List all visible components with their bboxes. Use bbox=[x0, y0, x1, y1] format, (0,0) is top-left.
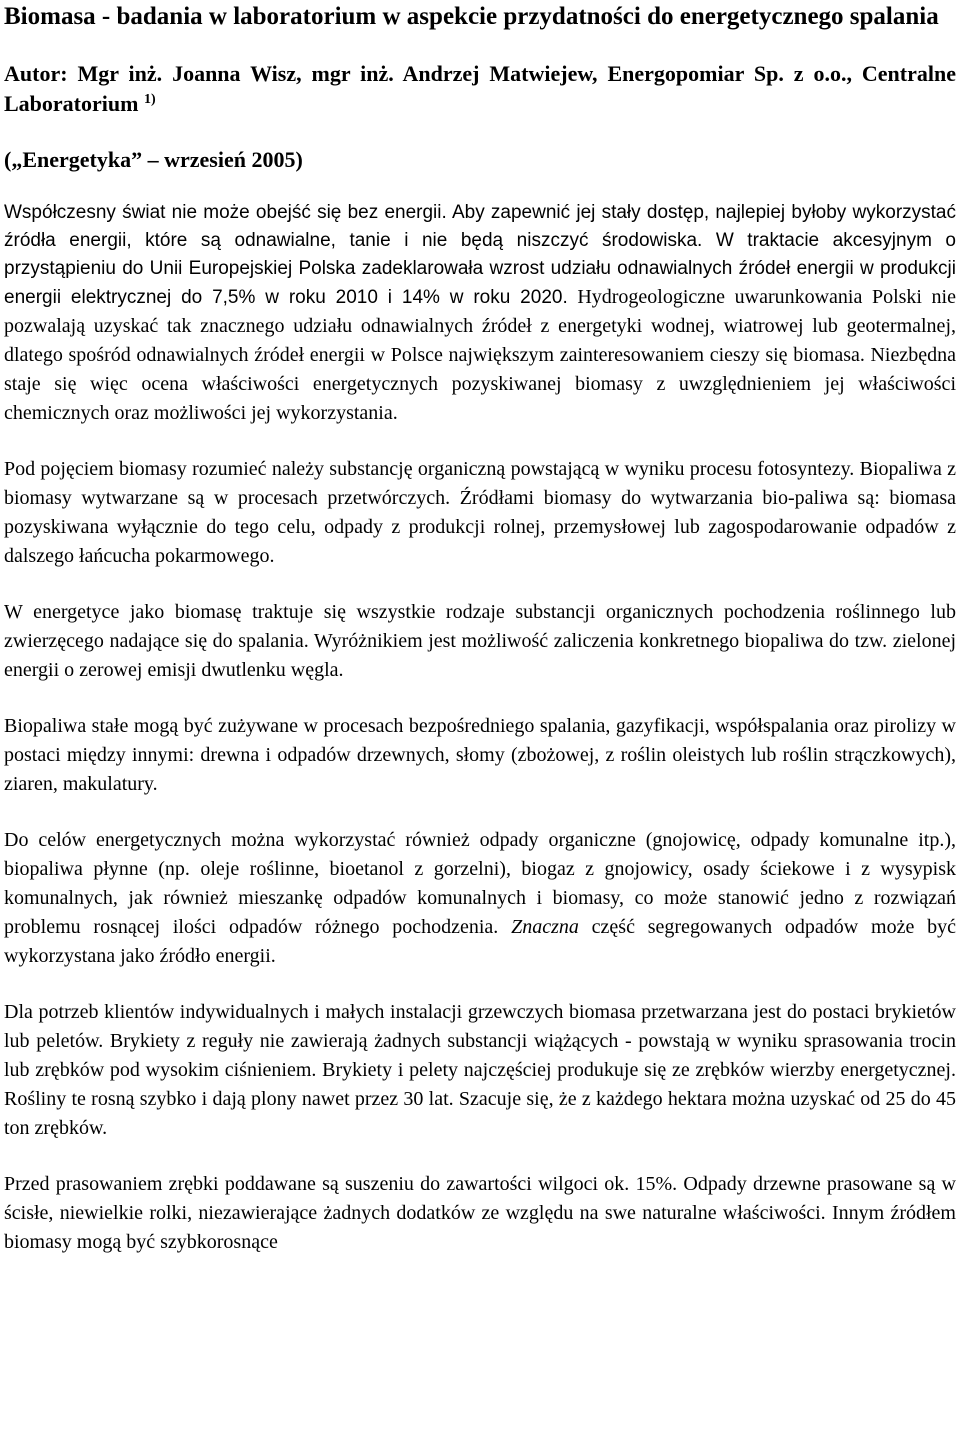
paragraph-3: W energetyce jako biomasę traktuje się wszystkie rodzaje substancji organicznych pochodzenia roślinnego lub zwierzęcego nadające się do spalania. Wyróżnikiem jest możliwość zaliczenia konkretnego biopaliwa do tzw. zielonej energii o zerowej emisji dwutlenku węgla. bbox=[4, 601, 956, 681]
paragraph-1 bbox=[4, 199, 956, 428]
paragraph-5-part-a: Do celów energetycznych można wykorzystać również odpady organiczne (gnojowicę, odpady komunalne itp.), biopaliwa płynne (np. oleje roślinne, bioetanol z gorzelni), biogaz z gnojowicy, osady ściekowe i z wysypisk komunalnych, jak również mieszankę odpadów komunalnych i biomasy, co może stanowić jedno z rozwiązań problemu rosnącej ilości odpadów różnego pochodzenia. bbox=[4, 829, 956, 938]
paragraph-5-italic: Znaczna bbox=[511, 916, 579, 938]
paragraph-4: Biopaliwa stałe mogą być zużywane w procesach bezpośredniego spalania, gazyfikacji, współspalania oraz pirolizy w postaci między innymi: drewna i odpadów drzewnych, słomy (zbożowej, z roślin oleistych lub roślin strączkowych), ziaren, makulatury. bbox=[4, 715, 956, 795]
authors-line bbox=[4, 59, 956, 119]
paragraph-1-sans: Współczesny świat nie może obejść się bez energii. Aby zapewnić jej stały dostęp, najlepiej byłoby wykorzystać źródła energii, które są odnawialne, tanie i nie będą niszczyć środowiska. W traktacie akcesyjnym o przystąpieniu do Unii Europejskiej Polska zadeklarowała wzrost udziału odnawialnych źródeł energii w produkcji energii elektrycznej do 7,5% w roku 2010 i 14% w roku 2020. bbox=[4, 202, 956, 308]
authors-text: Autor: Mgr inż. Joanna Wisz, mgr inż. Andrzej Matwiejew, Energopomiar Sp. z o.o., Centralne Laboratorium bbox=[4, 61, 956, 116]
paragraph-6: Dla potrzeb klientów indywidualnych i małych instalacji grzewczych biomasa przetwarzana jest do postaci brykietów lub peletów. Brykiety z reguły nie zawierają żadnych substancji wiążących - powstają w wyniku sprasowania trocin lub zrębków pod wysokim ciśnieniem. Brykiety i pelety najczęściej produkuje się ze zrębków wierzby energetycznej. Rośliny te rosną szybko i dają plony nawet przez 30 lat. Szacuje się, że z każdego hektara można uzyskać od 25 do 45 ton zrębków. bbox=[4, 1001, 956, 1139]
paragraph-5-part-b: część segregowanych odpadów może być wykorzystana jako źródło energii. bbox=[4, 916, 956, 967]
document-title: Biomasa - badania w laboratorium w aspekcie przydatności do energetycznego spalania bbox=[4, 3, 939, 30]
paragraph-5 bbox=[4, 826, 956, 971]
paragraph-7: Przed prasowaniem zrębki poddawane są suszeniu do zawartości wilgoci ok. 15%. Odpady drzewne prasowane są w ścisłe, niewielkie rolki, niezawierające żadnych dodatków ze względu na swe naturalne właściwości. Innym źródłem biomasy mogą być szybkorosnące bbox=[4, 1173, 956, 1253]
footnote-mark: 1) bbox=[143, 92, 156, 107]
paragraph-2: Pod pojęciem biomasy rozumieć należy substancję organiczną powstającą w wyniku procesu fotosyntezy. Biopaliwa z biomasy wytwarzane są w procesach przetwórczych. Źródłami biomasy do wytwarzania bio-paliwa są: biomasa pozyskiwana wyłącznie do tego celu, odpady z produkcji rolnej, przemysłowej lub zagospodarowanie odpadów z dalszego łańcucha pokarmowego. bbox=[4, 458, 956, 567]
paragraph-1-serif: Hydrogeologiczne uwarunkowania Polski nie pozwalają uzyskać tak znacznego udziału odnawialnych źródeł z energetyki wodnej, wiatrowej lub geotermalnej, dlatego spośród odnawialnych źródeł energii w Polsce największym zainteresowaniem cieszy się biomasa. Niezbędna staje się więc ocena właściwości energetycznych pozyskiwanej biomasy z uwzględnieniem jej właściwości chemicznych oraz możliwości jej wykorzystania. bbox=[4, 286, 956, 424]
source-reference: („Energetyka” – wrzesień 2005) bbox=[4, 147, 303, 172]
